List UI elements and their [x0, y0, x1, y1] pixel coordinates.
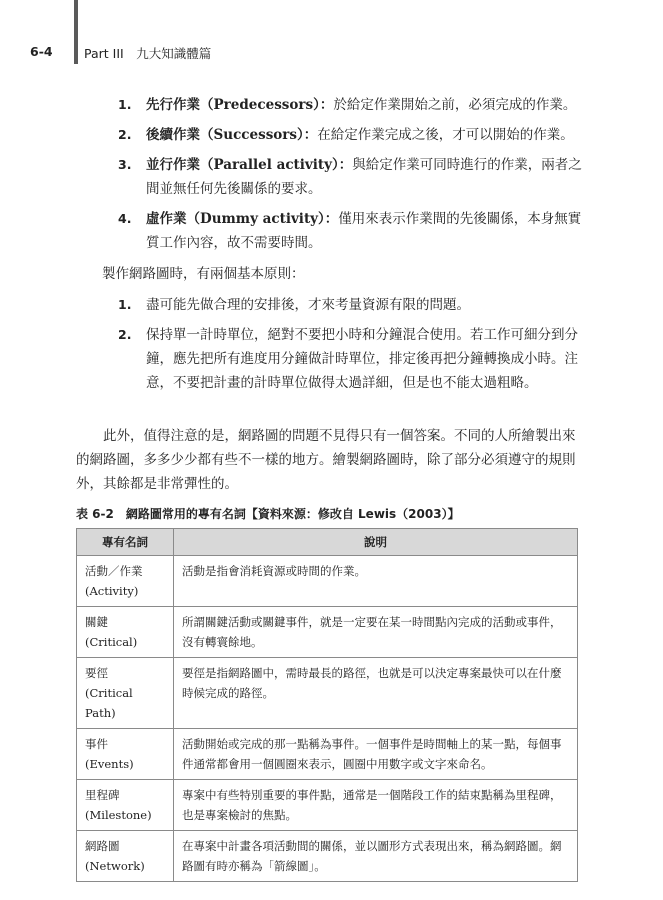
principles-intro: 製作網路圖時，有兩個基本原則： [102, 266, 305, 282]
principle-text: 保持單一計時單位，絕對不要把小時和分鐘混合使用。若工作可細分到分鐘，應先把所有進度用分鐘做計時單位，排定後再把分鐘轉換成小時。注意，不要把計畫的計時單位做得太過詳細，但是也不能太過粗略。 [146, 327, 578, 391]
term-en: (Network) [85, 859, 145, 873]
list-item [118, 293, 588, 317]
list-item [118, 323, 588, 395]
description-cell: 活動開始或完成的那一點稱為事件。一個事件是時間軸上的某一點，每個事件通常都會用一個圓圈來表示，圓圈中用數字或文字來命名。 [174, 729, 578, 780]
page-number: 6-4 [30, 44, 53, 59]
list-item [118, 93, 588, 117]
part-title: Part III 九大知識體篇 [84, 46, 212, 61]
description-cell: 在專案中計畫各項活動間的關係，並以圖形方式表現出來，稱為網路圖。網路圖有時亦稱為「箭線圖」。 [174, 831, 578, 882]
term-description: 於給定作業開始之前，必須完成的作業。 [333, 97, 577, 113]
term-description: 僅用來表示作業間的先後關係，本身無實質工作內容，故不需要時間。 [146, 211, 582, 251]
term-zh: 關鍵 [85, 615, 108, 629]
term-cell [77, 658, 174, 729]
description-cell: 要徑是指網路圖中，需時最長的路徑，也就是可以決定專案最快可以在什麼時候完成的路徑。 [174, 658, 578, 729]
term-zh: 里程碑 [85, 788, 120, 802]
term-label: 虛作業（Dummy activity）： [146, 211, 339, 227]
list-item [118, 207, 588, 255]
terms-table [76, 528, 578, 882]
term-cell [77, 607, 174, 658]
list-item [118, 153, 588, 201]
table-row [77, 729, 578, 780]
column-header-description: 說明 [174, 529, 578, 556]
list-number: 2. [118, 327, 132, 342]
term-zh: 活動／作業 [85, 564, 143, 578]
term-cell [77, 556, 174, 607]
table-row [77, 556, 578, 607]
list-number: 1. [118, 97, 132, 112]
term-zh: 事件 [85, 737, 108, 751]
term-en: (Critical Path) [85, 686, 133, 720]
principle-text: 盡可能先做合理的安排後，才來考量資源有限的問題。 [146, 297, 470, 313]
table-caption: 表 6-2 網路圖常用的專有名詞【資料來源：修改自 Lewis（2003）】 [76, 507, 460, 521]
term-description: 在給定作業完成之後，才可以開始的作業。 [317, 127, 574, 143]
page-header [30, 44, 212, 61]
term-en: (Critical) [85, 635, 138, 649]
term-label: 先行作業（Predecessors）： [146, 97, 334, 113]
column-header-term: 專有名詞 [77, 529, 174, 556]
list-number: 4. [118, 211, 132, 226]
table-row [77, 658, 578, 729]
term-zh: 網路圖 [85, 839, 120, 853]
table-row [77, 831, 578, 882]
table-row [77, 780, 578, 831]
term-cell [77, 729, 174, 780]
principles-list [118, 293, 588, 401]
list-number: 3. [118, 157, 132, 172]
description-cell: 所謂關鍵活動或關鍵事件，就是一定要在某一時間點內完成的活動或事件，沒有轉寰餘地。 [174, 607, 578, 658]
term-zh: 要徑 [85, 666, 108, 680]
page-spine-bar [74, 0, 78, 64]
list-number: 2. [118, 127, 132, 142]
term-en: (Events) [85, 757, 134, 771]
description-cell: 專案中有些特別重要的事件點，通常是一個階段工作的結束點稱為里程碑，也是專案檢討的焦點。 [174, 780, 578, 831]
closing-paragraph: 此外，值得注意的是，網路圖的問題不見得只有一個答案。不同的人所繪製出來的網路圖，多多少少都有些不一樣的地方。繪製網路圖時，除了部分必須遵守的規則外，其餘都是非常彈性的。 [76, 428, 576, 492]
list-number: 1. [118, 297, 132, 312]
term-en: (Milestone) [85, 808, 152, 822]
term-en: (Activity) [85, 584, 139, 598]
table-header-row [77, 529, 578, 556]
term-label: 後續作業（Successors）： [146, 127, 318, 143]
activity-type-list [118, 93, 588, 261]
table-row [77, 607, 578, 658]
description-cell: 活動是指會消耗資源或時間的作業。 [174, 556, 578, 607]
term-cell [77, 780, 174, 831]
list-item [118, 123, 588, 147]
term-label: 並行作業（Parallel activity）： [146, 157, 353, 173]
term-cell [77, 831, 174, 882]
term-description: 與給定作業可同時進行的作業，兩者之間並無任何先後關係的要求。 [146, 157, 582, 197]
